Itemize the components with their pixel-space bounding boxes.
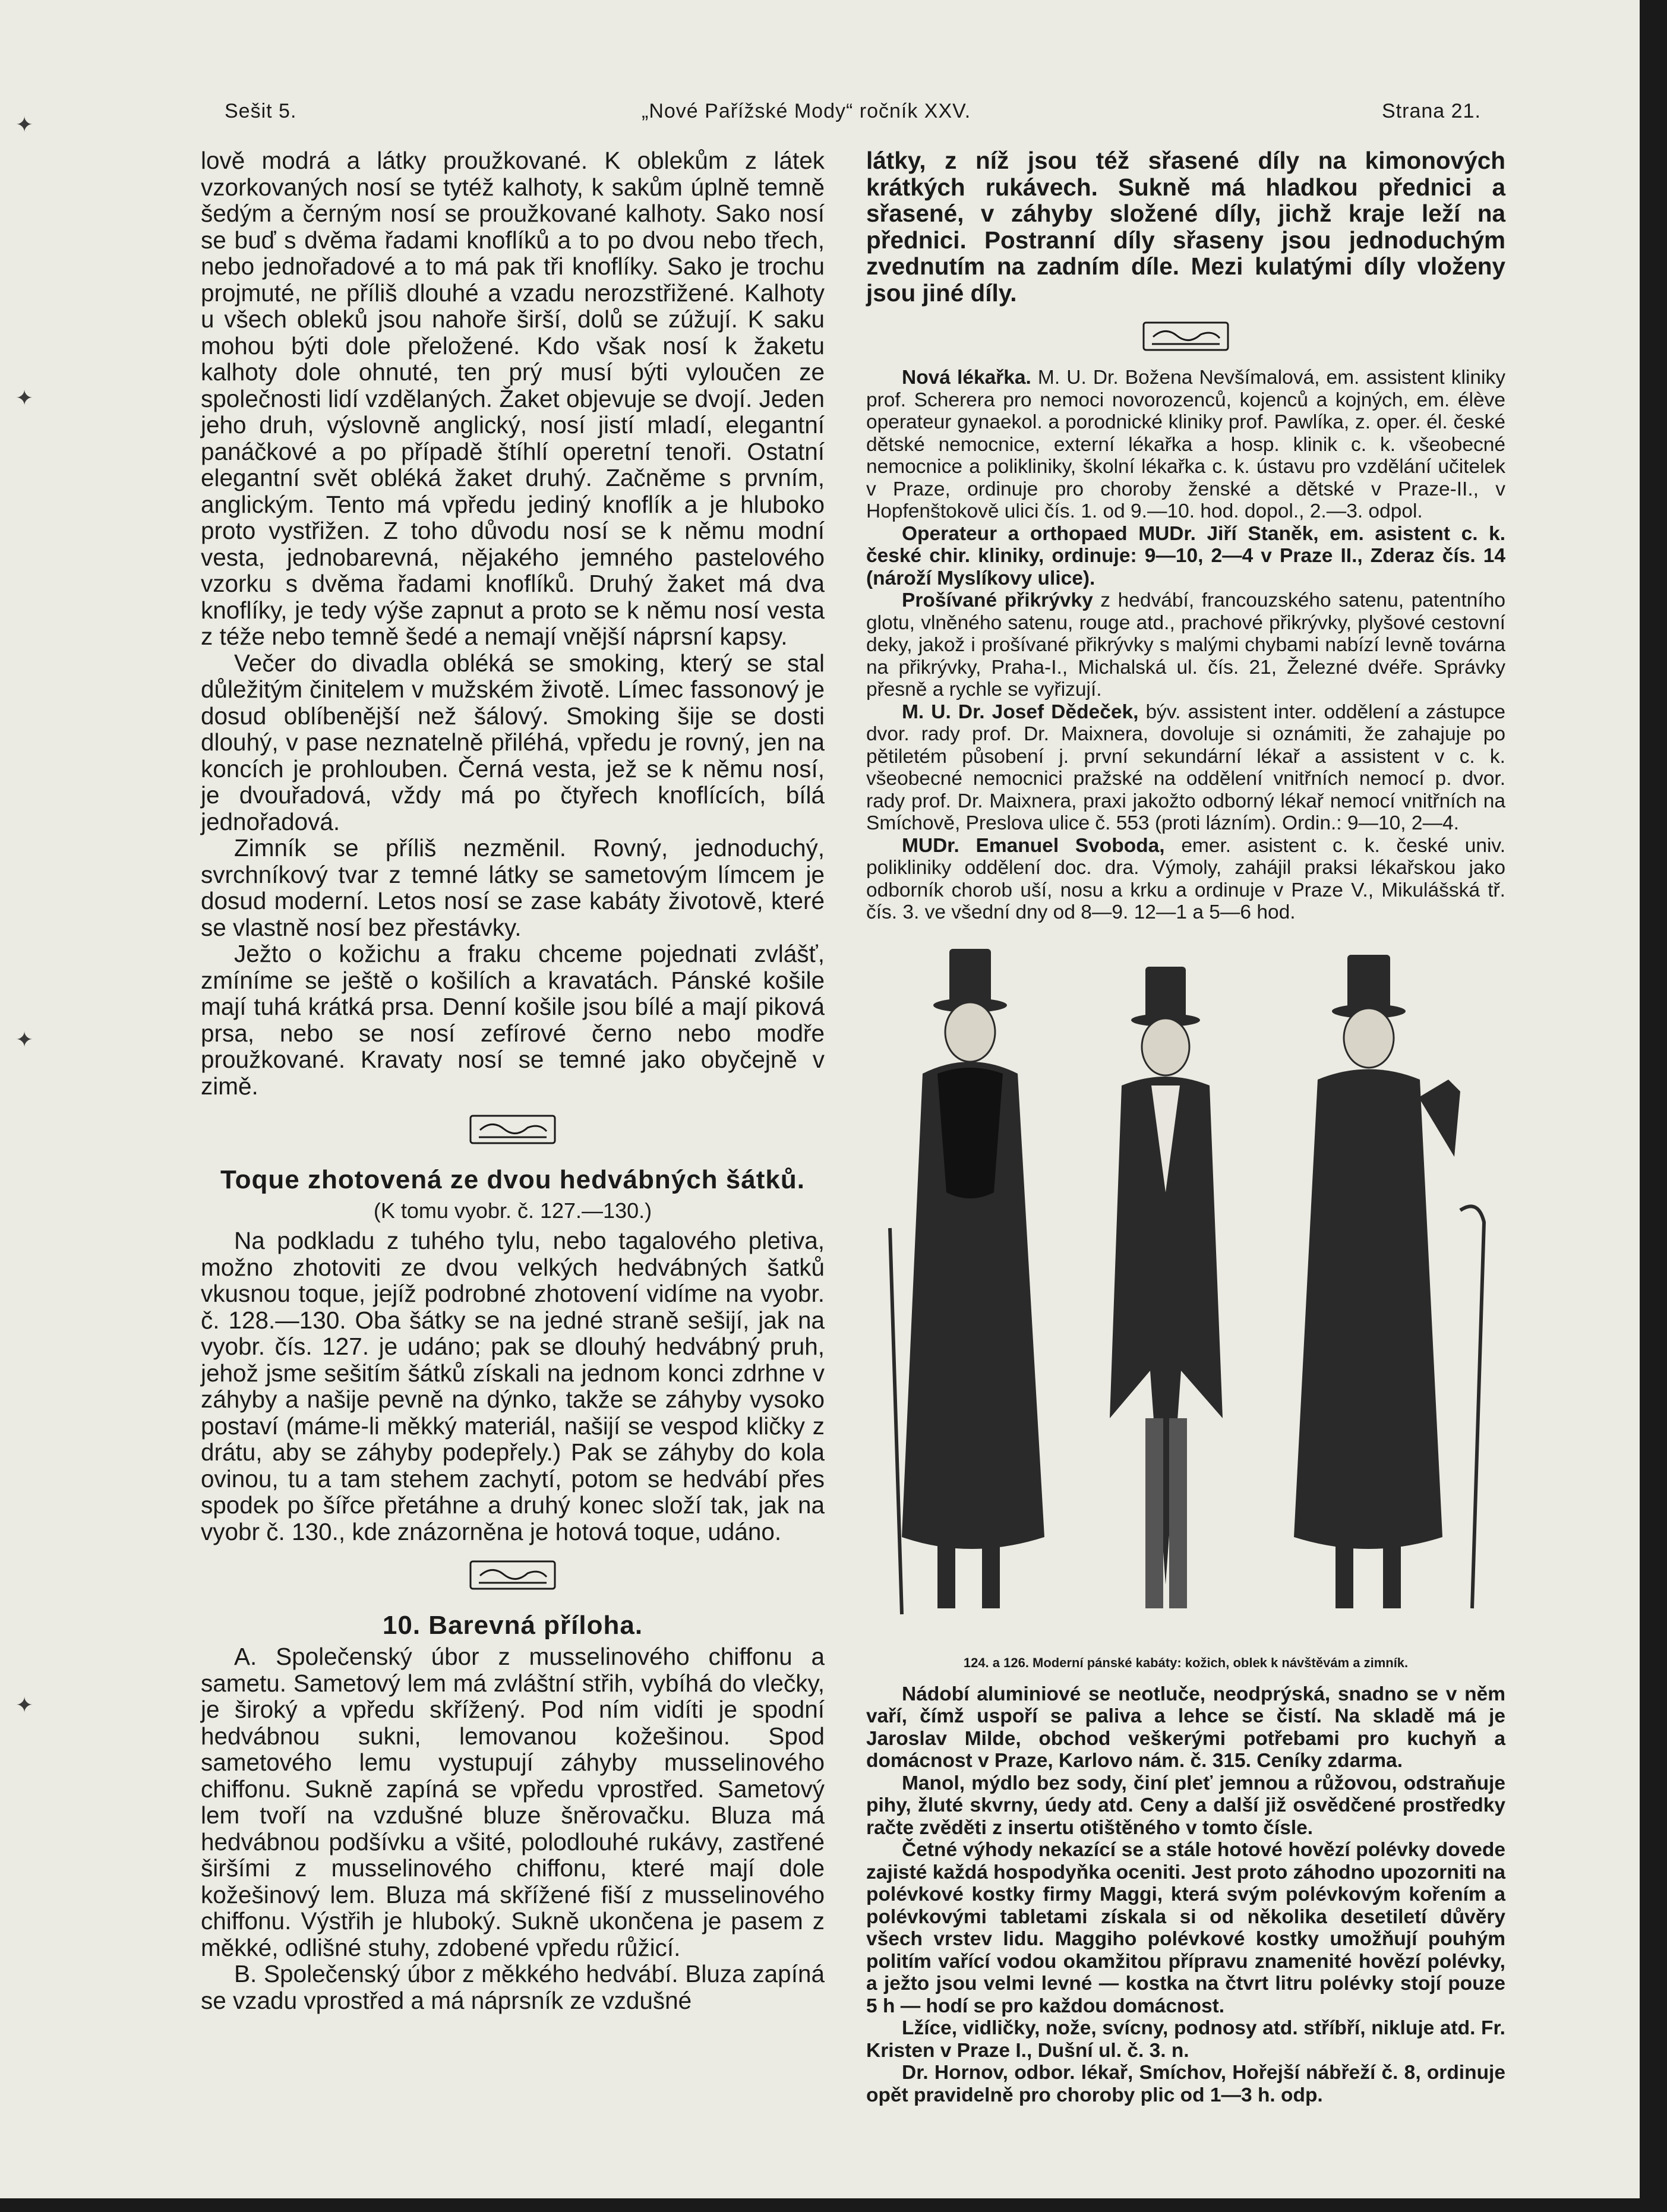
ad-lead: Dr. Hornov,: [902, 2062, 1008, 2084]
ad-lead: Operateur a orthopaed: [902, 522, 1128, 545]
ad-text: odbor. lékař, Smíchov, Hořejší nábřeží č. 8, ordinuje opět pravidelně pro choroby plic od 1—3 h. odp.: [866, 2062, 1505, 2106]
ornament-divider: [468, 1112, 557, 1147]
paragraph: B. Společenský úbor z měkkého hedvábí. Bluza zapíná se vzadu vprostřed a má náprsník ze vzdušné: [201, 1960, 825, 2014]
section-heading: 10. Barevná příloha.: [382, 1611, 643, 1640]
ad-text: MUDr. Jiří Staněk, em. asistent c. k. české chir. kliniky, ordinuje: 9—10, 2—4 v Praze II., Zderaz čís. 14 (nároží Myslíkovy ulice).: [866, 522, 1506, 589]
ad-paragraph: [866, 2017, 1505, 2062]
paragraph: látky, z níž jsou též sřasené díly na kimonových krátkých rukávech. Sukně má hladkou přednici a sřasené, v záhyby složené díly, jichž kraje leží na přednici. Postranní díly sřaseny jsou jednoduchým zvednutím na zadním díle. Mezi kulatými díly vloženy jsou jiné díly.: [866, 147, 1505, 307]
ad-paragraph: [866, 589, 1505, 701]
ad-paragraph: [866, 835, 1505, 924]
ad-paragraph: [866, 1839, 1505, 2017]
section-subheading: (K tomu vyobr. č. 127.—130.): [373, 1198, 652, 1223]
ad-paragraph: [866, 523, 1505, 590]
binding-hole-mark: ✦: [15, 113, 34, 137]
ad-lead: Lžíce, vidličky, nože, svícny,: [902, 2017, 1169, 2039]
paragraph: Na podkladu z tuhého tylu, nebo tagalového pletiva, možno zhotoviti ze dvou velkých hedvábných šatků vkusnou toque, jejíž podrobné zhotovení vidíme na vyobr. č. 128.—130. Oba šátky se na jedné straně sešijí, jak na vyobr. čís. 127. je udáno; pak se dlouhý hedvábný pruh, jehož jsme sešitím šátků získali na jednom konci zdrhne v záhyby a našije pevně na dýnko, takže se záhyby vysoko postaví (máme-li měkký materiál, našijí se vespod kličky z drátu, aby se záhyby podepřely.) Pak se záhyby do kola ovinou, tu a tam stehem zachytí, potom se hedvábí přes spodek po šířce přetáhne a druhý konec složí tak, jak na vyobr č. 130., kde znázorněna je hotová toque, udáno.: [201, 1227, 825, 1545]
men-coats-illustration: [866, 943, 1505, 1650]
header-issue: Sešit 5.: [225, 100, 297, 122]
ad-lead: Nová lékařka.: [902, 367, 1031, 389]
illustration-caption: 124. a 126. Moderní pánské kabáty: kožich, oblek k návštěvám a zimník.: [963, 1655, 1409, 1670]
paragraph: Ježto o kožichu a fraku chceme pojednati zvlášť, zmíníme se ještě o košilích a kravatách. Pánské košile mají tuhá krátká prsa. Denní košile jsou bílé a mají piková prsa, nebo se nosí zefírové černo nebo modře proužkované. Kravaty nosí se temné jako obyčejně v zimě.: [201, 940, 825, 1100]
header-title: „Nové Pařížské Mody“ ročník XXV.: [642, 100, 971, 122]
ad-text: podnosy atd. stříbří, nikluje atd. Fr. Kristen v Praze I., Dušní ul. č. 3. n.: [866, 2017, 1505, 2062]
scan-border-right: [1640, 0, 1667, 2212]
ad-paragraph: [866, 2062, 1505, 2106]
ad-text: mýdlo bez sody, činí pleť jemnou a růžovou, odstraňuje pihy, žluté skvrny, úedy atd. Ceny a další již osvědčené prostředky račte zvěděti z insertu otištěného v tomto čísle.: [866, 1772, 1505, 1839]
ad-lead: MUDr. Emanuel Svoboda,: [902, 834, 1165, 857]
ad-lead: Četné výhody: [902, 1839, 1033, 1861]
left-column: [201, 147, 825, 2014]
paragraph: lově modrá a látky proužkované. K oblekům z látek vzorkovaných nosí se tytéž kalhoty, k sakům úplně temně šedým a černým nosí se proužkované kalhoty. Sako nosí se buď s dvěma řadami knoflíků a to po dvou nebo třech, nebo jednořadové a to má pak tři knoflíky. Sako je trochu projmuté, ne příliš dlouhé a vzadu nerozstřižené. Kalhoty u všech obleků jsou nahoře širší, dolů se zúžují. K saku mohou býti dole přeložené. Kdo však nosí k žaketu kalhoty dole ohnuté, ten prý musí býti vyloučen ze společnosti lidí vzdělaných. Žaket objevuje se dvojí. Jeden jeho druh, výslovně anglický, nosí jistí mladí, elegantní panáčkové a po případě štíhlí operetní tenoři. Ostatní elegantní svět obléká žaket druhý. Začněme s prvním, anglickým. Tento má vpředu jediný knoflík a je hluboko proto vystřižen. Z toho důvodu nosí se k němu modní vesta, jednobarevná, nějakého jemného pastelového vzorku s dvěma řadami knoflíků. Druhý žaket má dva knoflíky, je tedy výše zapnut a proto se k němu nosí vesta z téže nebo temně šedé a nemají vnější náprsní kapsy.: [201, 147, 825, 650]
ad-text: se neotluče, neodprýská, snadno se v něm vaří, čímž uspoří se paliva a lehce se čistí. Na skladě má je Jaroslav Milde, obchod veškerými potřebami pro kuchyň a domácnost v Praze, Karlovo nám. č. 315. Ceníky zdarma.: [866, 1683, 1505, 1772]
binding-hole-mark: ✦: [15, 1693, 34, 1718]
scan-border-bottom: [0, 2198, 1667, 2212]
paragraph: Zimník se příliš nezměnil. Rovný, jednoduchý, svrchníkový tvar z temné látky se sametovým límcem je dosud moderní. Letos nosí se zase kabáty životově, které se vlastně nosí bez přestávky.: [201, 834, 825, 941]
right-column: [866, 147, 1505, 2106]
binding-hole-mark: ✦: [15, 386, 34, 411]
ad-paragraph: [866, 1683, 1505, 1772]
ads-block-bottom: [866, 1683, 1505, 2107]
ad-lead: M. U. Dr. Josef Dědeček,: [902, 700, 1139, 723]
binding-hole-mark: ✦: [15, 1028, 34, 1052]
paragraph: Večer do divadla obléká se smoking, který se stal důležitým činitelem v mužském životě. Límec fassonový je dosud oblíbenější než šálový. Smoking šije se dosti dlouhý, v pase neznatelně přiléhá, vpředu je rovný, jen na koncích je prohlouben. Černá vesta, jež se k němu nosí, je dvouřadová, vždy má po čtyřech knoflících, bílá jednořadová.: [201, 649, 825, 835]
ad-text: býv. assistent inter. oddělení a zástupce dvor. rady prof. Dr. Maixnera, dovoluje si oznámiti, že zahajuje po pětiletém působení j. první sekundární lékař a assistent v c. k. všeobecné nemocnici pražské na oddělení vnitřních nemocí p. dvor. rady prof. Dr. Maixnera, praxi jakožto odborný lékař nemocí vnitřních na Smíchově, Preslova ulice č. 553 (proti lázním). Ordin.: 9—10, 2—4.: [866, 700, 1505, 834]
ornament-divider: [1141, 319, 1230, 354]
ad-text: M. U. Dr. Božena Nevšímalová, em. assistent kliniky prof. Scherera pro nemoci novorozenců, kojenců a kojných, em. élève operateur gynaekol. a porodnické kliniky prof. Pawlíka, z. oper. él. české dětské nemocnice, externí lékařka a hosp. klinik c. k. všeobecné nemocnice a polikliniky, školní lékařka c. k. ústavu pro vzdělání učitelek v Praze, ordinuje pro choroby ženské a dětské v Praze-II., v Hopfenštokově ulici čís. 1. od 9.—10. hod. dopol., 2.—3. odpol.: [866, 367, 1505, 522]
ad-lead: Prošívané přikrývky: [902, 589, 1093, 611]
ad-paragraph: [866, 1772, 1505, 1839]
ad-paragraph: [866, 367, 1505, 523]
ad-text: z hedvábí, francouzského satenu, patentního glotu, vlněného satenu, rouge atd., prachové přikrývky, plyšové cestovní deky, jakož i prošívané přikrývky s malými chybami nabízí levně továrna na přikrývky, Praha-I., Michalská ul. čís. 21, Železné dvéře. Správky přesně a rychle se vyřizují.: [866, 589, 1505, 700]
ad-text: nekazící se a stále hotové hovězí polévky dovede zajisté každá hospodyňka oceniti. Jest proto záhodno upozorniti na polévkové kostky firmy Maggi, která svým polévkovým kořením a polévkovými tabletami získala si od několika desetiletí důvěry všech vrstev lidu. Maggiho polévkové kostky umožňují pouhým politím vařící vodou okamžitou přípravu znamenité hovězí polévky, a ježto jsou velmi levné — kostka na čtvrt litru polévky stojí pouze 5 h — hodí se pro každou domácnost.: [866, 1839, 1506, 2017]
ads-block-top: [866, 367, 1505, 924]
header-page: Strana 21.: [1382, 100, 1481, 122]
ad-lead: Nádobí aluminiové: [902, 1683, 1081, 1705]
ad-paragraph: [866, 701, 1505, 835]
paragraph: A. Společenský úbor z musselinového chiffonu a sametu. Sametový lem má zvláštní střih, vybíhá do vlečky, je široký a vpředu skřížený. Pod ním vidíti je spodní hedvábnou sukni, lemovanou kožešinou. Spod sametového lemu vystupují záhyby musselinového chiffonu. Sukně zapíná se vpředu vprostřed. Sametový lem tvoří na vzdušné bluze šněrovačku. Bluza má hedvábnou podšívku a všité, polodlouhé rukávy, zastřené širšími z musselinového chiffonu, které mají dole kožešinový lem. Bluza má skřížené fiší z musselinového chiffonu. Výstřih je hluboký. Sukně ukončena je pasem z měkké, odlišné stuhy, zdobené vpředu růžicí.: [201, 1643, 825, 1961]
ornament-divider: [468, 1558, 557, 1592]
ad-text: emer. asistent c. k. české univ. polikliniky oddělení doc. dra. Výmoly, zahájil praksi lékařskou jako odborník chorob uší, nosu a krku a ordinuje v Praze V., Mikulášská tř. čís. 3. ve všední dny od 8—9. 12—1 a 5—6 hod.: [866, 834, 1506, 923]
section-heading: Toque zhotovená ze dvou hedvábných šátků.: [220, 1165, 805, 1194]
ad-lead: Manol,: [902, 1772, 965, 1794]
